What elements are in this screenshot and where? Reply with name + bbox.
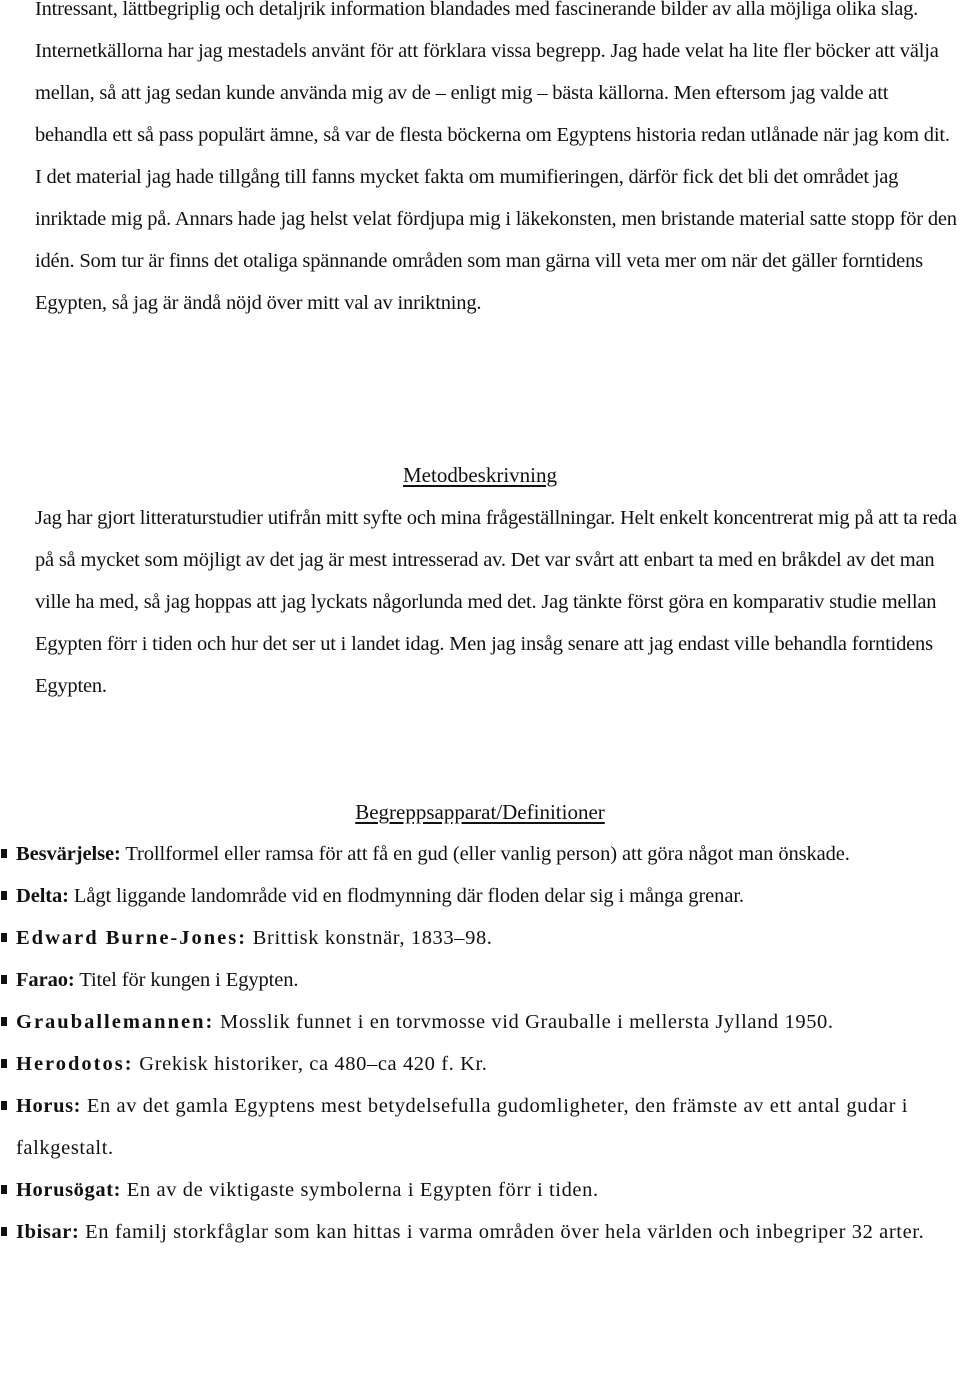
definition-text: Brittisk konstnär, 1833–98. [247,927,493,949]
definitions-list [0,833,960,1253]
definition-term: Horusögat: [16,1179,122,1201]
definition-item [0,1001,956,1043]
definition-text: En av det gamla Egyptens mest betydelsefulla gudomligheter, den främste av ett antal gudar i falkgestalt. [16,1095,909,1159]
intro-paragraph: Intressant, lättbegriplig och detaljrik information blandades med fascinerande bilder av alla möjliga olika slag. Internetkällorna har jag mestadels använt för att förklara vissa begrepp. Jag hade velat ha lite fler böcker att välja mellan, så att jag sedan kunde använda mig av de – enligt mig – bästa källorna. Men eftersom jag valde att behandla ett så pass populärt ämne, så var de flesta böckerna om Egyptens historia redan utlånade när jag kom dit. I det material jag hade tillgång till fanns mycket fakta om mumifieringen, därför fick det bli det området jag inriktade mig på. Annars hade jag helst velat fördjupa mig i läkekonsten, men bristande material satte stopp för den idén. Som tur är finns det otaliga spännande områden som man gärna vill veta mer om när det gäller forntidens Egypten, så jag är ändå nöjd över mitt val av inriktning. [35,0,957,314]
bullet-icon [1,975,7,984]
definition-text: En av de viktigaste symbolerna i Egypten förr i tiden. [121,1179,599,1201]
definition-text: Titel för kungen i Egypten. [74,969,299,991]
definition-item [0,833,956,875]
definition-item [0,1169,956,1211]
definition-text: Mosslik funnet i en torvmosse vid Grauballe i mellersta Jylland 1950. [214,1011,834,1033]
definition-text: Lågt liggande landområde vid en flodmynning där floden delar sig i många grenar. [68,885,744,907]
definition-term: Grauballemannen: [16,1011,215,1033]
method-heading: Metodbeskrivning [403,463,557,487]
definition-term: Ibisar: [16,1221,80,1243]
definition-text: En familj storkfåglar som kan hittas i varma områden över hela världen och inbegriper 32 arter. [79,1221,925,1243]
bullet-icon [1,1185,7,1194]
definition-text: Grekisk historiker, ca 480–ca 420 f. Kr. [133,1053,488,1075]
definition-term: Edward Burne-Jones: [16,927,248,949]
definition-item [0,1085,956,1169]
bullet-icon [1,1227,7,1236]
definition-item [0,875,956,917]
definition-term: Besvärjelse: [16,843,121,865]
definition-term: Horus: [16,1095,82,1117]
definition-item [0,1211,956,1253]
definition-term: Farao: [16,969,75,991]
definition-text: Trollformel eller ramsa för att få en gud (eller vanlig person) att göra något man önskade. [120,843,850,865]
bullet-icon [1,849,7,858]
bullet-icon [1,891,7,900]
definition-term: Herodotos: [16,1053,134,1075]
method-paragraph: Jag har gjort litteraturstudier utifrån mitt syfte och mina frågeställningar. Helt enkelt koncentrerat mig på att ta reda på så mycket som möjligt av det jag är mest intresserad av. Det var svårt att enbart ta med en bråkdel av det man ville ha med, så jag hoppas att jag lyckats någorlunda med det. Jag tänkte först göra en komparativ studie mellan Egypten förr i tiden och hur det ser ut i landet idag. Men jag insåg senare att jag endast ville behandla forntidens Egypten. [35,507,957,697]
bullet-icon [1,1101,7,1110]
definition-term: Delta: [16,885,69,907]
definitions-heading: Begreppsapparat/Definitioner [355,800,605,824]
bullet-icon [1,1059,7,1068]
definition-item [0,917,956,959]
definition-item [0,959,956,1001]
bullet-icon [1,933,7,942]
definition-item [0,1043,956,1085]
bullet-icon [1,1017,7,1026]
